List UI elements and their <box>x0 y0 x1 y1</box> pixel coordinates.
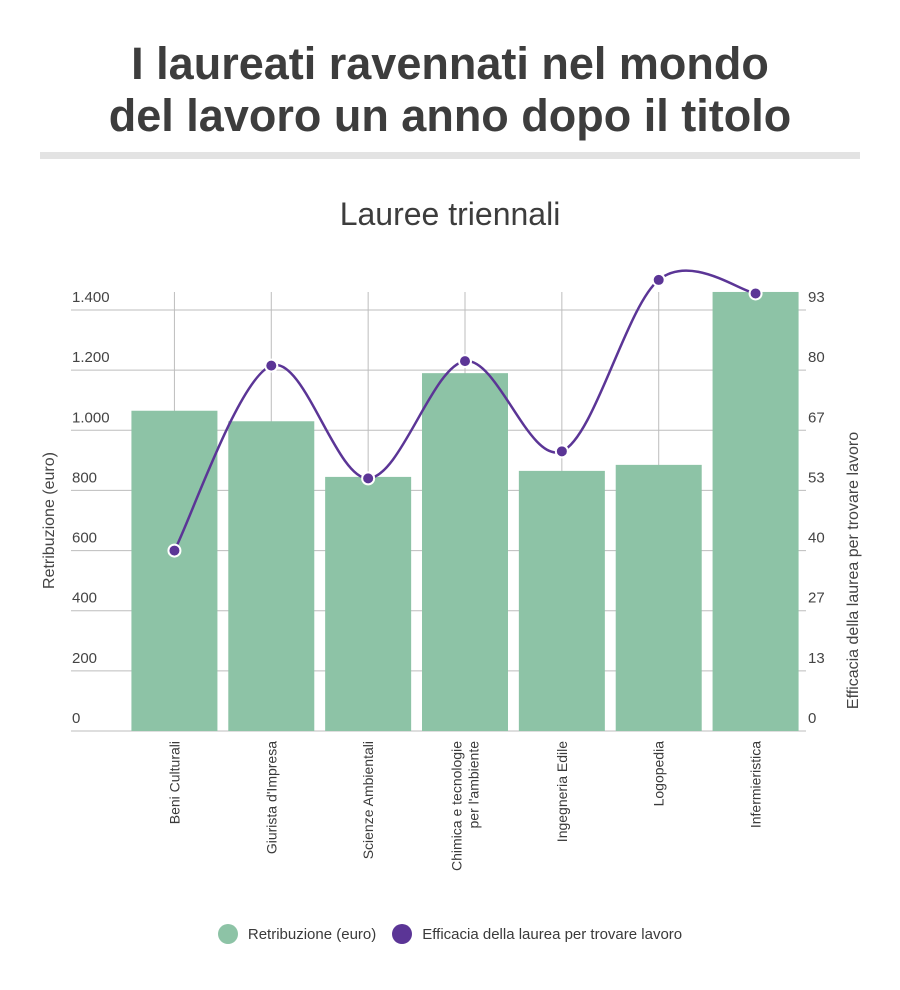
category-label: Chimica e tecnologieper l'ambiente <box>448 741 482 871</box>
line-point[interactable] <box>556 445 568 457</box>
y-right-tick-label: 40 <box>808 529 825 547</box>
headline-line-2: del lavoro un anno dopo il titolo <box>108 90 792 141</box>
bar[interactable] <box>519 471 605 731</box>
legend-label-bars: Retribuzione (euro) <box>247 925 377 943</box>
y-left-tick-label: 600 <box>72 529 98 547</box>
line-point[interactable] <box>168 545 180 557</box>
category-label: Infermieristica <box>747 741 764 829</box>
line-point[interactable] <box>265 360 277 372</box>
line-point[interactable] <box>459 355 471 367</box>
line-point[interactable] <box>750 287 762 299</box>
bar[interactable] <box>422 373 508 731</box>
y-right-tick-label: 13 <box>808 649 825 667</box>
y-left-tick-label: 400 <box>72 589 98 607</box>
category-label: Giurista d'Impresa <box>263 741 280 855</box>
bar[interactable] <box>616 465 702 731</box>
y-left-tick-label: 800 <box>72 469 98 487</box>
category-label: Beni Culturali <box>166 741 183 825</box>
y-left-tick-label: 0 <box>72 710 81 727</box>
y-left-tick-label: 200 <box>72 649 98 667</box>
chart-title: Lauree triennali <box>339 196 561 232</box>
y-axis-right-title: Efficacia della laurea per trovare lavoro <box>845 431 862 710</box>
category-labels <box>166 741 763 871</box>
legend-item-bars[interactable] <box>218 924 376 944</box>
legend-swatch-line <box>392 924 412 944</box>
category-label: Logopedia <box>650 741 667 807</box>
bar[interactable] <box>228 421 314 731</box>
bar[interactable] <box>325 477 411 731</box>
category-label: Scienze Ambientali <box>360 741 377 860</box>
y-right-tick-label: 93 <box>808 289 825 306</box>
y-axis-left-title: Retribuzione (euro) <box>41 452 58 589</box>
legend <box>0 924 900 944</box>
line-point[interactable] <box>653 274 665 286</box>
y-right-tick-label: 53 <box>808 469 825 487</box>
bar[interactable] <box>713 292 799 731</box>
headline-line-1: I laureati ravennati nel mondo <box>131 38 769 89</box>
y-right-tick-label: 80 <box>808 349 825 367</box>
category-label: Ingegneria Edile <box>553 741 570 843</box>
legend-swatch-bars <box>218 924 238 944</box>
legend-item-line[interactable] <box>392 924 682 944</box>
y-left-tick-label: 1.200 <box>72 349 110 367</box>
bar[interactable] <box>131 411 217 731</box>
y-right-tick-label: 0 <box>808 710 817 727</box>
legend-label-line: Efficacia della laurea per trovare lavoro <box>422 925 683 943</box>
y-left-tick-label: 1.000 <box>72 409 110 427</box>
line-point[interactable] <box>362 472 374 484</box>
y-right-tick-label: 67 <box>808 409 825 427</box>
y-right-tick-label: 27 <box>808 589 825 607</box>
y-left-tick-label: 1.400 <box>72 289 110 306</box>
